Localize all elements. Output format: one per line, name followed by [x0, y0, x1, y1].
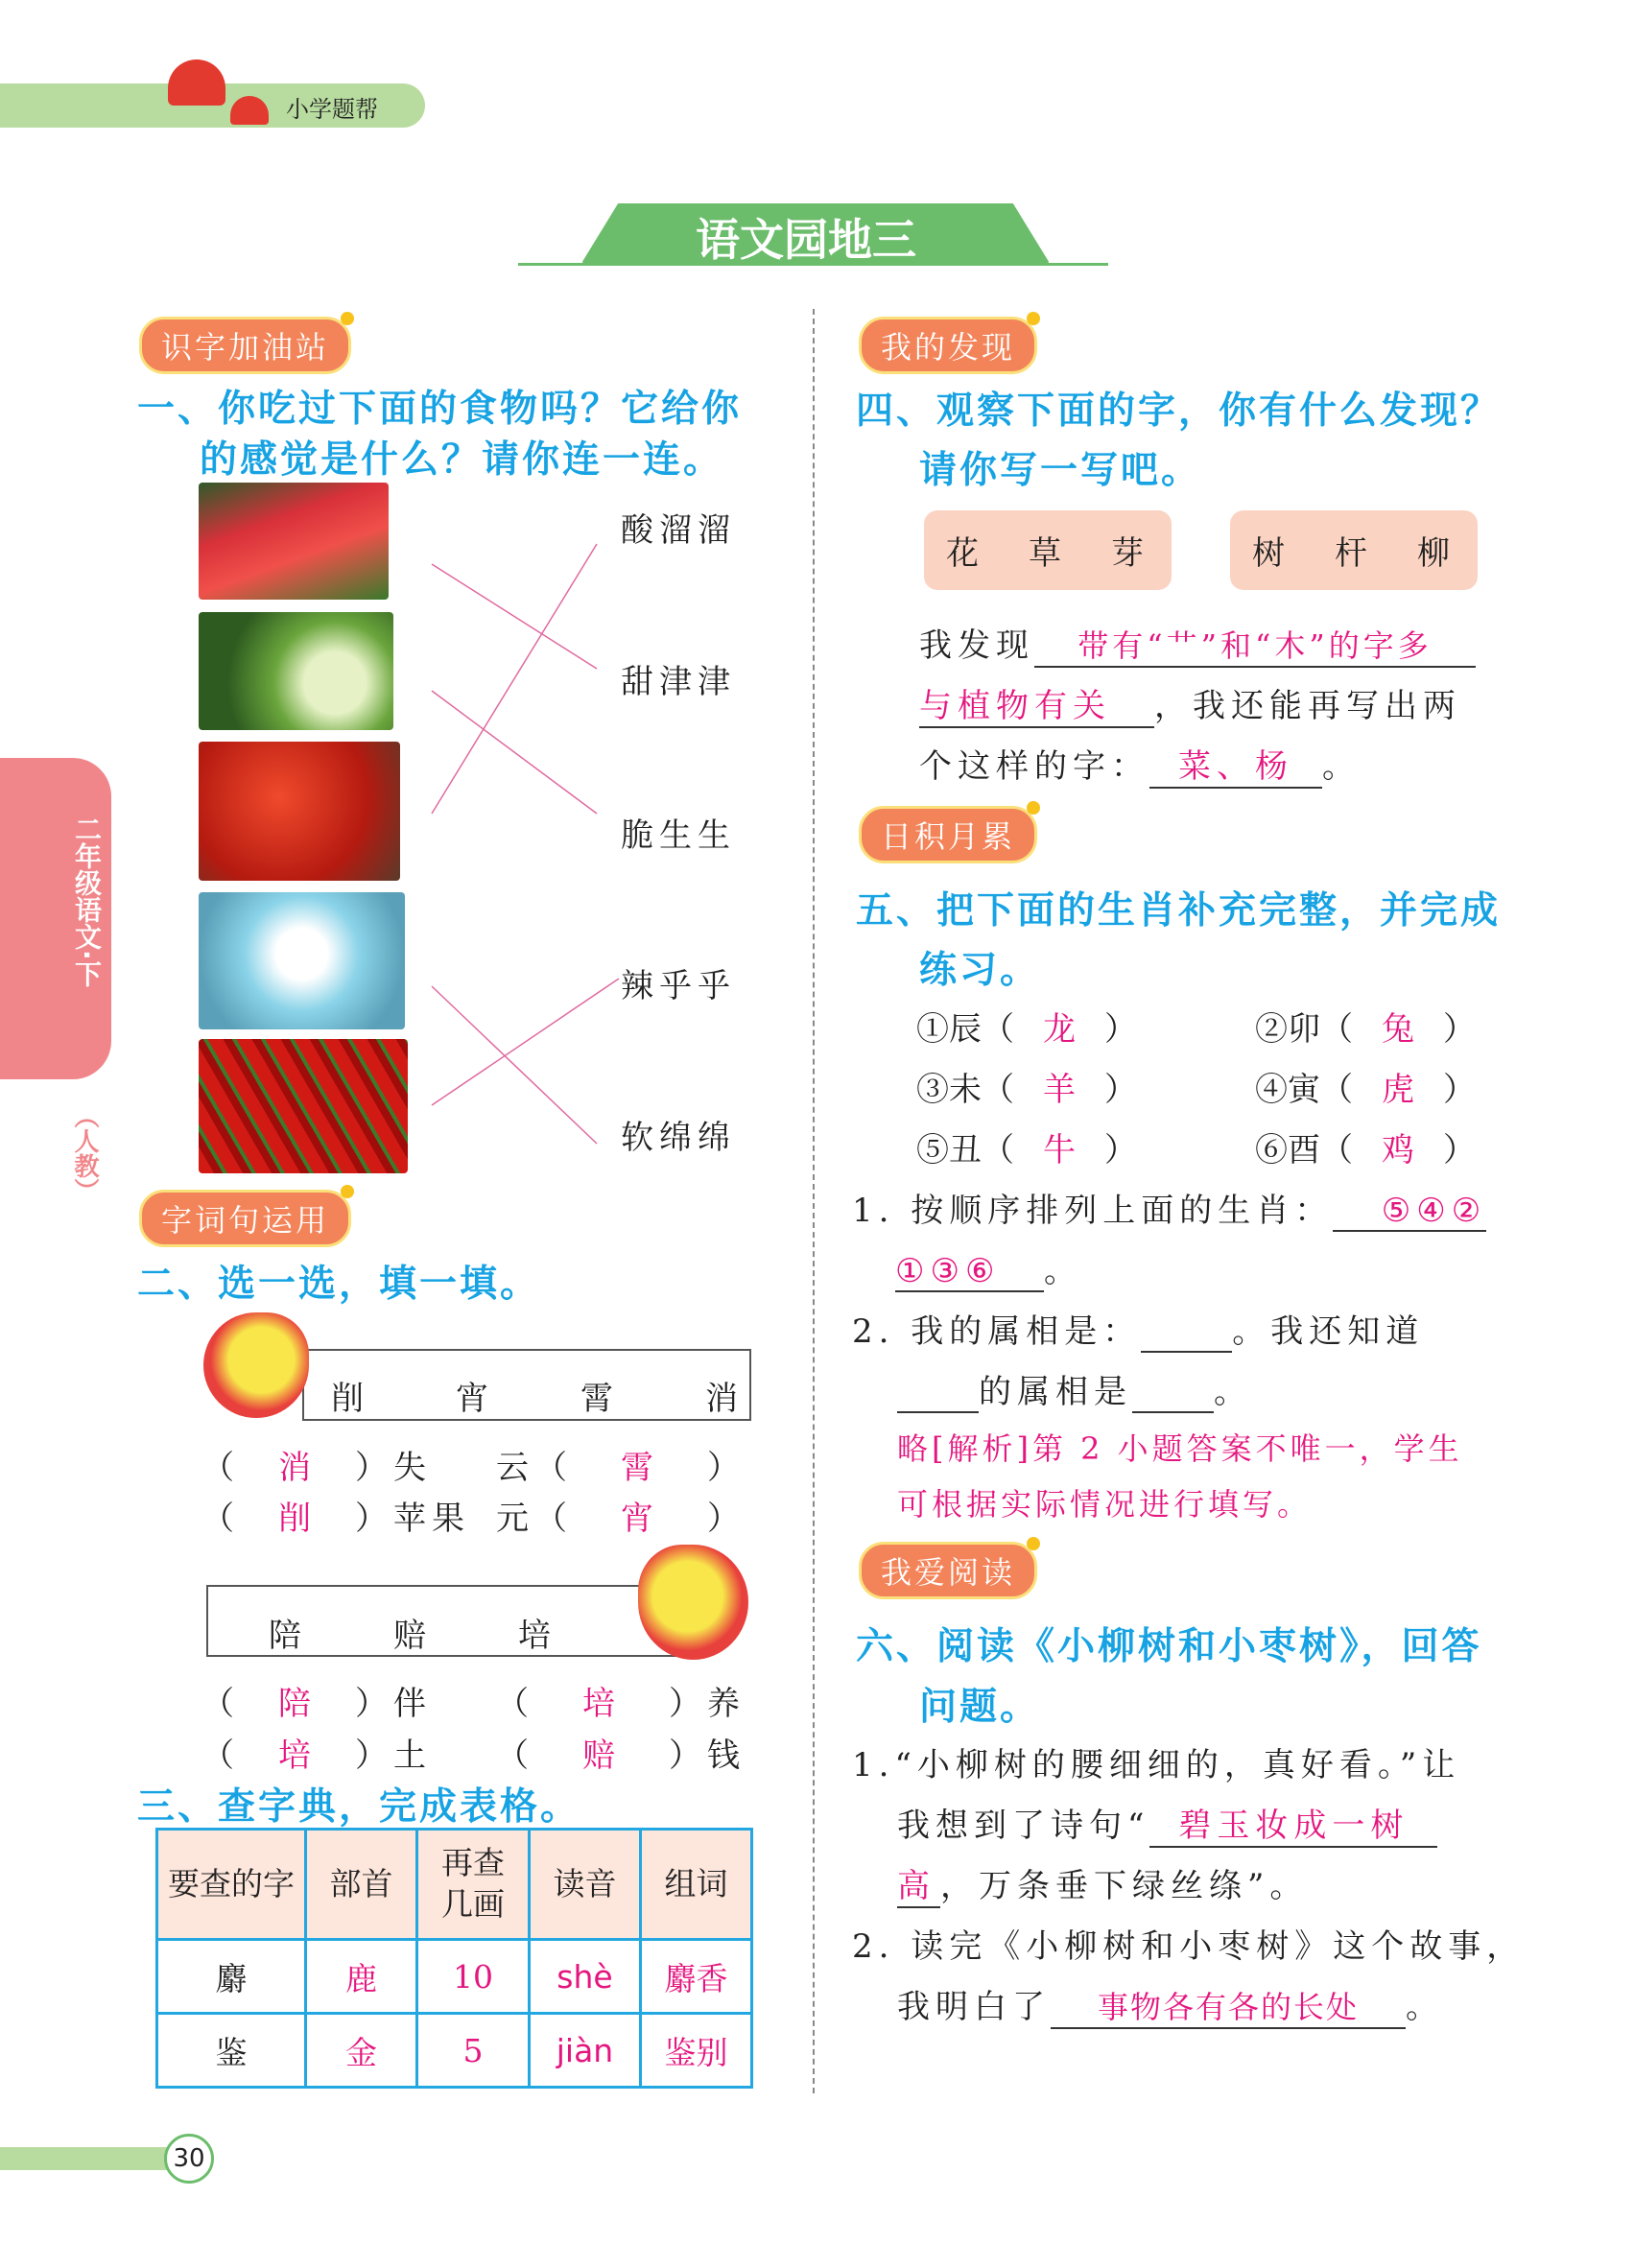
match-label: 甜津津 [621, 663, 736, 701]
table-cell: jiàn [530, 2014, 641, 2088]
q5-sub1: 1. 按顺序排列上面的生肖： ⑤④② [852, 1192, 1487, 1230]
q1-heading: 一、你吃过下面的食物吗？它给你 [137, 388, 743, 431]
match-line [432, 564, 597, 669]
q4-heading-2: 请你写一写吧。 [919, 449, 1202, 492]
section-badge: 我爱阅读 [859, 1542, 1037, 1599]
q6-heading: 六、阅读《小柳树和小枣树》，回答 [856, 1625, 1482, 1668]
match-label: 软绵绵 [621, 1119, 736, 1157]
zodiac-item: ③未（ 羊 ） [916, 1071, 1137, 1109]
footer-band [0, 2147, 173, 2170]
table-row [157, 1940, 752, 2014]
page-title: 语文园地三 [696, 214, 916, 266]
table-cell: shè [530, 1940, 641, 2014]
char-group-2: 树 杆 柳 [1230, 510, 1478, 590]
q4-heading: 四、观察下面的字，你有什么发现？ [856, 390, 1502, 433]
q5-heading-2: 练习。 [919, 949, 1041, 992]
match-line [432, 544, 597, 814]
match-label: 脆生生 [621, 816, 736, 855]
box-char: 陪 [269, 1617, 307, 1655]
fill-row: （ 消 ）失 [201, 1449, 432, 1487]
match-line [432, 691, 597, 814]
q6-sub2-line2: 我明白了 事物各有各的长处 。 [897, 1980, 1444, 2029]
zodiac-item: ⑥酉（ 鸡 ） [1255, 1131, 1476, 1169]
q6-sub1-line3: 高 ，万条垂下绿丝绦”。 [897, 1859, 1308, 1908]
q3-heading: 三、查字典，完成表格。 [137, 1785, 581, 1829]
match-label: 酸溜溜 [621, 511, 736, 550]
char-group-1: 花 草 芽 [924, 510, 1172, 590]
table-cell: 麝香 [641, 1940, 752, 2014]
butterfly-icon [203, 1312, 309, 1418]
section-badge: 识字加油站 [139, 317, 351, 374]
section-badge: 字词句运用 [139, 1190, 351, 1247]
page-number: 30 [164, 2134, 214, 2184]
q6-sub1: 1.“小柳树的腰细细的，真好看。”让 [852, 1746, 1461, 1784]
table-header: 部首 [306, 1830, 417, 1940]
zodiac-item: ②卯（ 兔 ） [1255, 1010, 1476, 1049]
answer-note: 略[解析]第 2 小题答案不唯一，学生 [897, 1430, 1463, 1467]
table-header-row [157, 1830, 752, 1940]
table-cell: 鉴 [157, 2014, 306, 2088]
discovery-line-1: 我发现 带有“艹”和“木”的字多 [919, 619, 1476, 668]
box-char: 赔 [393, 1617, 432, 1655]
q6-heading-2: 问题。 [919, 1686, 1041, 1729]
box-char: 培 [518, 1617, 557, 1655]
zodiac-item: ⑤丑（ 牛 ） [916, 1131, 1137, 1169]
q5-heading: 五、把下面的生肖补充完整，并完成 [856, 889, 1502, 933]
fill-row: （ 培 ）养 [496, 1685, 746, 1723]
table-header: 组词 [641, 1830, 752, 1940]
q1-heading-2: 的感觉是什么？请你连一连。 [200, 438, 724, 482]
table-header: 再查几画 [417, 1830, 530, 1940]
q5-sub1-cont: ①③⑥ 。 [895, 1252, 1082, 1290]
sidebar-grade: 二年级语文·下 [71, 815, 103, 987]
q6-sub1-line2: 我想到了诗句“ 碧玉妆成一树 [897, 1799, 1437, 1848]
table-cell: 金 [306, 2014, 417, 2088]
butterfly-icon [638, 1545, 748, 1660]
fill-row: （ 培 ）土 [201, 1736, 432, 1775]
q5-sub2-cont: 的属相是 。 [897, 1365, 1252, 1413]
sidebar-edition: （人教） [70, 1103, 99, 1203]
discovery-line-2: 与植物有关 ，我还能再写出两 [919, 679, 1461, 728]
box-char: 削 [331, 1380, 369, 1418]
zodiac-item: ①辰（ 龙 ） [916, 1010, 1137, 1049]
table-cell: 麝 [157, 1940, 306, 2014]
table-cell: 5 [417, 2014, 530, 2088]
q6-sub2: 2. 读完《小柳树和小枣树》这个故事， [852, 1927, 1526, 1966]
table-cell: 10 [417, 1940, 530, 2014]
brand-label: 小学题帮 [286, 96, 378, 123]
box-char: 霄 [580, 1380, 619, 1418]
discovery-line-3: 个这样的字： 菜、杨 。 [919, 740, 1361, 789]
section-badge: 我的发现 [859, 317, 1037, 374]
table-row [157, 2014, 752, 2088]
table-header: 要查的字 [157, 1830, 306, 1940]
q5-sub2: 2. 我的属相是： 。我还知道 [852, 1312, 1425, 1351]
fill-row: 元（ 宵 ） [496, 1500, 746, 1538]
zodiac-item: ④寅（ 虎 ） [1255, 1071, 1476, 1109]
match-label: 辣乎乎 [621, 967, 736, 1005]
fill-row: （ 赔 ）钱 [496, 1736, 746, 1775]
answer-note-2: 可根据实际情况进行填写。 [897, 1486, 1313, 1523]
fill-row: （ 陪 ）伴 [201, 1685, 432, 1723]
table-cell: 鉴别 [641, 2014, 752, 2088]
match-line [432, 979, 619, 1105]
box-char: 宵 [456, 1380, 494, 1418]
q2-heading: 二、选一选，填一填。 [137, 1263, 541, 1306]
fill-row: 云（ 霄 ） [496, 1449, 746, 1487]
table-header: 读音 [530, 1830, 641, 1940]
fill-row: （ 削 ）苹果 [201, 1500, 470, 1538]
box-char: 消 [705, 1380, 744, 1418]
section-badge: 日积月累 [859, 806, 1037, 863]
dictionary-table [155, 1828, 753, 2089]
table-cell: 鹿 [306, 1940, 417, 2014]
char-box-1 [302, 1349, 751, 1421]
